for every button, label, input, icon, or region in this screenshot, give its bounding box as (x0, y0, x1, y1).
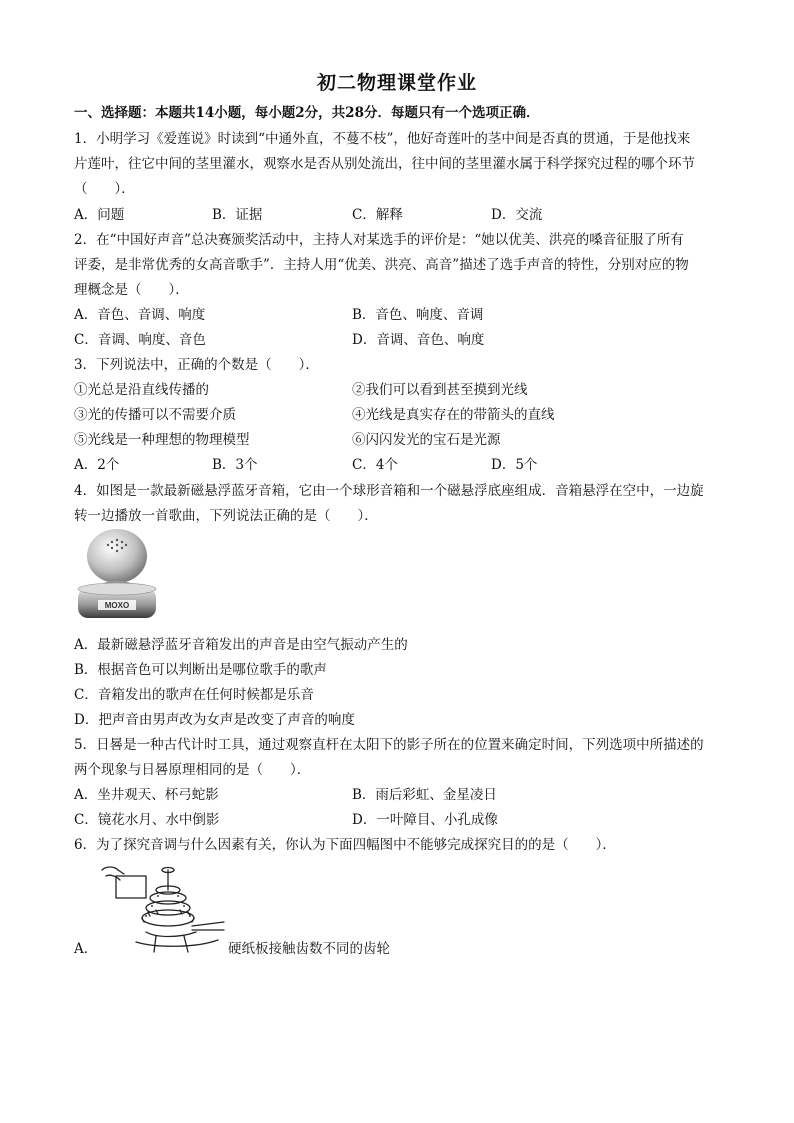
q1-option-a: A．问题 (74, 207, 125, 223)
q6-option-a-label: A． (74, 941, 98, 957)
section-heading: 一、选择题：本题共14小题，每小题2分，共28分．每题只有一个选项正确． (74, 105, 540, 121)
q5-line-2: 两个现象与日晷原理相同的是（ ）． (74, 762, 311, 778)
q4-line-1: 4．如图是一款最新磁悬浮蓝牙音箱，它由一个球形音箱和一个磁悬浮底座组成．音箱悬浮在空中，一边旋 (74, 483, 704, 499)
q3-option-a: A．2个 (74, 457, 120, 473)
q4-line-2: 转一边播放一首歌曲，下列说法正确的是（ ）． (74, 508, 378, 524)
q3-statement-1: ①光总是沿直线传播的 (74, 382, 209, 398)
page-title: 初二物理课堂作业 (316, 72, 477, 94)
q4-option-d: D．把声音由男声改为女声是改变了声音的响度 (74, 712, 355, 728)
gear-cardboard-figure (96, 862, 228, 954)
q4-option-a: A．最新磁悬浮蓝牙音箱发出的声音是由空气振动产生的 (74, 637, 408, 653)
q6-option-a-caption: 硬纸板接触齿数不同的齿轮 (228, 941, 390, 957)
q5-option-a: A．坐井观天、杯弓蛇影 (74, 787, 219, 803)
q3-line-1: 3．下列说法中，正确的个数是（ ）． (74, 357, 319, 373)
q2-line-2: 评委，是非常优秀的女高音歌手”．主持人用“优美、洪亮、高音”描述了选手声音的特性，分别对应的物 (74, 257, 689, 273)
q5-line-1: 5．日晷是一种古代计时工具，通过观察直杆在太阳下的影子所在的位置来确定时间，下列选项中所描述的 (74, 737, 704, 753)
q3-option-b: B．3个 (212, 457, 258, 473)
maglev-speaker-image (74, 526, 160, 628)
q1-line-1: 1．小明学习《爱莲说》时读到“中通外直，不蔓不枝”，他好奇莲叶的茎中间是否真的贯通，于是他找来 (74, 131, 691, 147)
q3-statement-3: ③光的传播可以不需要介质 (74, 407, 236, 423)
q2-line-1: 2．在“中国好声音”总决赛颁奖活动中，主持人对某选手的评价是：“她以优美、洪亮的嗓音征服了所有 (74, 232, 684, 248)
q3-statement-6: ⑥闪闪发光的宝石是光源 (352, 432, 501, 448)
q1-option-b: B．证据 (212, 207, 263, 223)
q2-option-c: C．音调、响度、音色 (74, 332, 206, 348)
q1-line-2: 片莲叶，往它中间的茎里灌水，观察水是否从别处流出，往中间的茎里灌水属于科学探究过程的哪个环节 (74, 156, 695, 172)
q4-option-b: B．根据音色可以判断出是哪位歌手的歌声 (74, 662, 327, 678)
speaker-brand-label: MOXO (104, 601, 130, 610)
q1-option-d: D．交流 (491, 207, 543, 223)
q3-statement-4: ④光线是真实存在的带箭头的直线 (352, 407, 555, 423)
q2-option-a: A．音色、音调、响度 (74, 307, 206, 323)
q2-line-3: 理概念是（ ）． (74, 282, 189, 298)
q3-option-d: D．5个 (491, 457, 538, 473)
q3-statement-5: ⑤光线是一种理想的物理模型 (74, 432, 250, 448)
q3-option-c: C．4个 (352, 457, 398, 473)
q1-option-c: C．解释 (352, 207, 403, 223)
q4-option-c: C．音箱发出的歌声在任何时候都是乐音 (74, 687, 314, 703)
q5-option-d: D．一叶障目、小孔成像 (352, 812, 498, 828)
q2-option-d: D．音调、音色、响度 (352, 332, 485, 348)
q5-option-b: B．雨后彩虹、金星凌日 (352, 787, 497, 803)
q2-option-b: B．音色、响度、音调 (352, 307, 484, 323)
q5-option-c: C．镜花水月、水中倒影 (74, 812, 220, 828)
q1-line-3: （ ）． (74, 181, 135, 197)
q6-line-1: 6．为了探究音调与什么因素有关，你认为下面四幅图中不能够完成探究目的的是（ ）． (74, 837, 616, 853)
q3-statement-2: ②我们可以看到甚至摸到光线 (352, 382, 528, 398)
